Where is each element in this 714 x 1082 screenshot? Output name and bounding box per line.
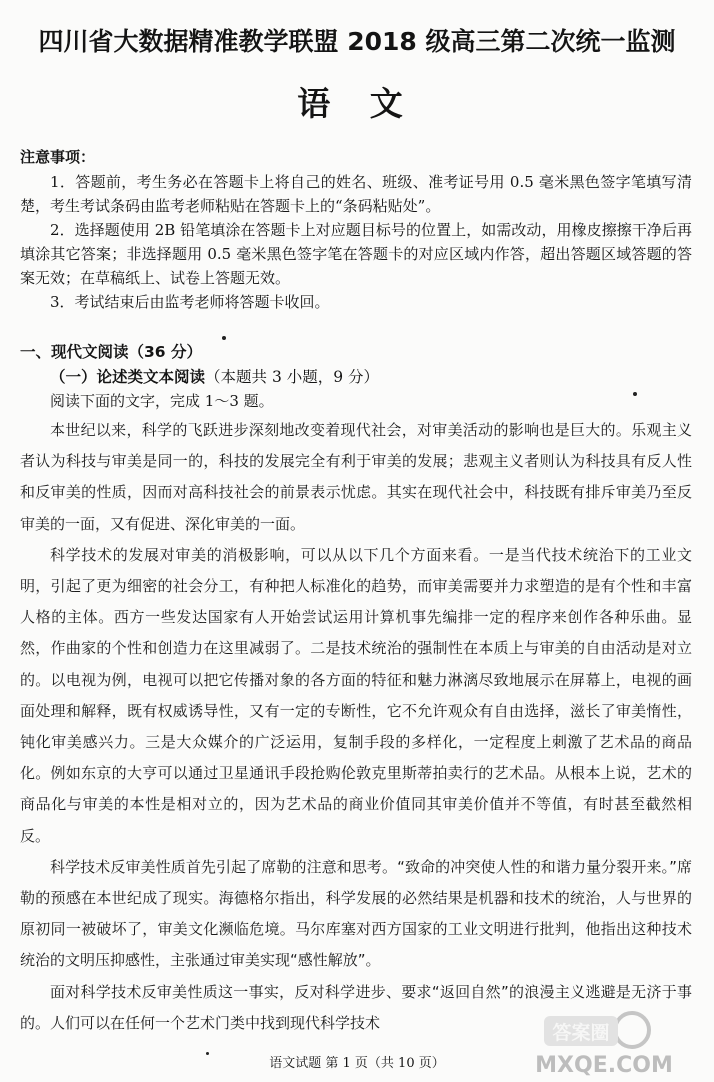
passage-paragraph: 科学技术的发展对审美的消极影响，可以从以下几个方面来看。一是当代技术统治下的工业文明，引起了更为细密的社会分工，有种把人标准化的趋势，而审美需要并力求塑造的是有个性和丰富人格的主体。西方一些发达国家有人开始尝试运用计算机事先编排一定的程序来创作各种乐曲。显然，作曲家的个性和创造力在这里减弱了。二是技术统治的强制性在本质上与审美的自由活动是对立的。以电视为例，电视可以把它传播对象的各方面的特征和魅力淋漓尽致地展示在屏幕上，电视的画面处理和解释，既有权威诱导性，又有一定的专断性，它不允许观众有自由选择，滋长了审美惰性，钝化审美感兴力。三是大众媒介的广泛运用，复制手段的多样化，一定程度上刺激了艺术品的商品化。例如东京的大亨可以通过卫星通讯手段抢购伦敦克里斯蒂拍卖行的艺术品。从根本上说，艺术的商品化与审美的本性是相对立的，因为艺术品的商业价值同其审美价值并不等值，有时甚至截然相反。: [20, 545, 692, 845]
note-item: 2．选择题使用 2B 铅笔填涂在答题卡上对应题目标号的位置上，如需改动，用橡皮擦擦干净后再填涂其它答案；非选择题用 0.5 毫米黑色签字笔在答题卡的对应区域内作答，超出答题区域答题的答案无效；在草稿纸上、试卷上答题无效。: [20, 221, 692, 287]
page-footer: 语文试题 第 1 页（共 10 页）: [269, 1056, 445, 1071]
watermark-site: MXQE.COM: [535, 1053, 673, 1078]
scan-speck: [633, 392, 637, 396]
notes-heading: 注意事项：: [20, 148, 96, 166]
reading-passage: [20, 415, 692, 1039]
note-item: 3．考试结束后由监考老师将答题卡收回。: [50, 293, 330, 311]
watermark-brand: 答案圈: [552, 1022, 610, 1044]
passage-paragraph: 面对科学技术反审美性质这一事实，反对科学进步、要求“返回自然”的浪漫主义逃避是无济于事的。人们可以在任何一个艺术门类中找到现代科学技术: [20, 982, 692, 1032]
subject-title: 语 文: [297, 84, 417, 123]
note-item: 1．答题前，考生务必在答题卡上将自己的姓名、班级、准考证号用 0.5 毫米黑色签字笔填写清楚，考生考试条码由监考老师粘贴在答题卡上的“条码粘贴处”。: [20, 173, 692, 215]
exam-title: 四川省大数据精准教学联盟 2018 级高三第二次统一监测: [38, 27, 676, 56]
scan-speck: [222, 336, 226, 340]
watermark-logo-icon: [504, 1008, 704, 1078]
reading-instruction: 阅读下面的文字，完成 1～3 题。: [50, 392, 274, 410]
passage-paragraph: 本世纪以来，科学的飞跃进步深刻地改变着现代社会，对审美活动的影响也是巨大的。乐观主义者认为科技与审美是同一的，科技的发展完全有利于审美的发展；悲观主义者则认为科技具有反人性和反审美的性质，因而对高科技社会的前景表示忧虑。其实在现代社会中，科技既有排斥审美乃至反审美的一面，又有促进、深化审美的一面。: [20, 421, 692, 533]
notes-list: [20, 170, 692, 314]
passage-paragraph: 科学技术反审美性质首先引起了席勒的注意和思考。“致命的冲突使人性的和谐力量分裂开来。”席勒的预感在本世纪成了现实。海德格尔指出，科学发展的必然结果是机器和技术的统治，人与世界的原初同一被破坏了，审美文化濒临危境。马尔库塞对西方国家的工业文明进行批判，他指出这种技术统治的文明压抑感性，主张通过审美实现“感性解放”。: [20, 857, 692, 970]
subsection-note: （本题共 3 小题，9 分）: [205, 368, 380, 386]
subsection-heading: [50, 365, 379, 387]
scan-speck: [206, 1052, 209, 1055]
subsection-title: （一）论述类文本阅读: [50, 368, 206, 386]
section-heading: 一、现代文阅读（36 分）: [20, 343, 202, 361]
